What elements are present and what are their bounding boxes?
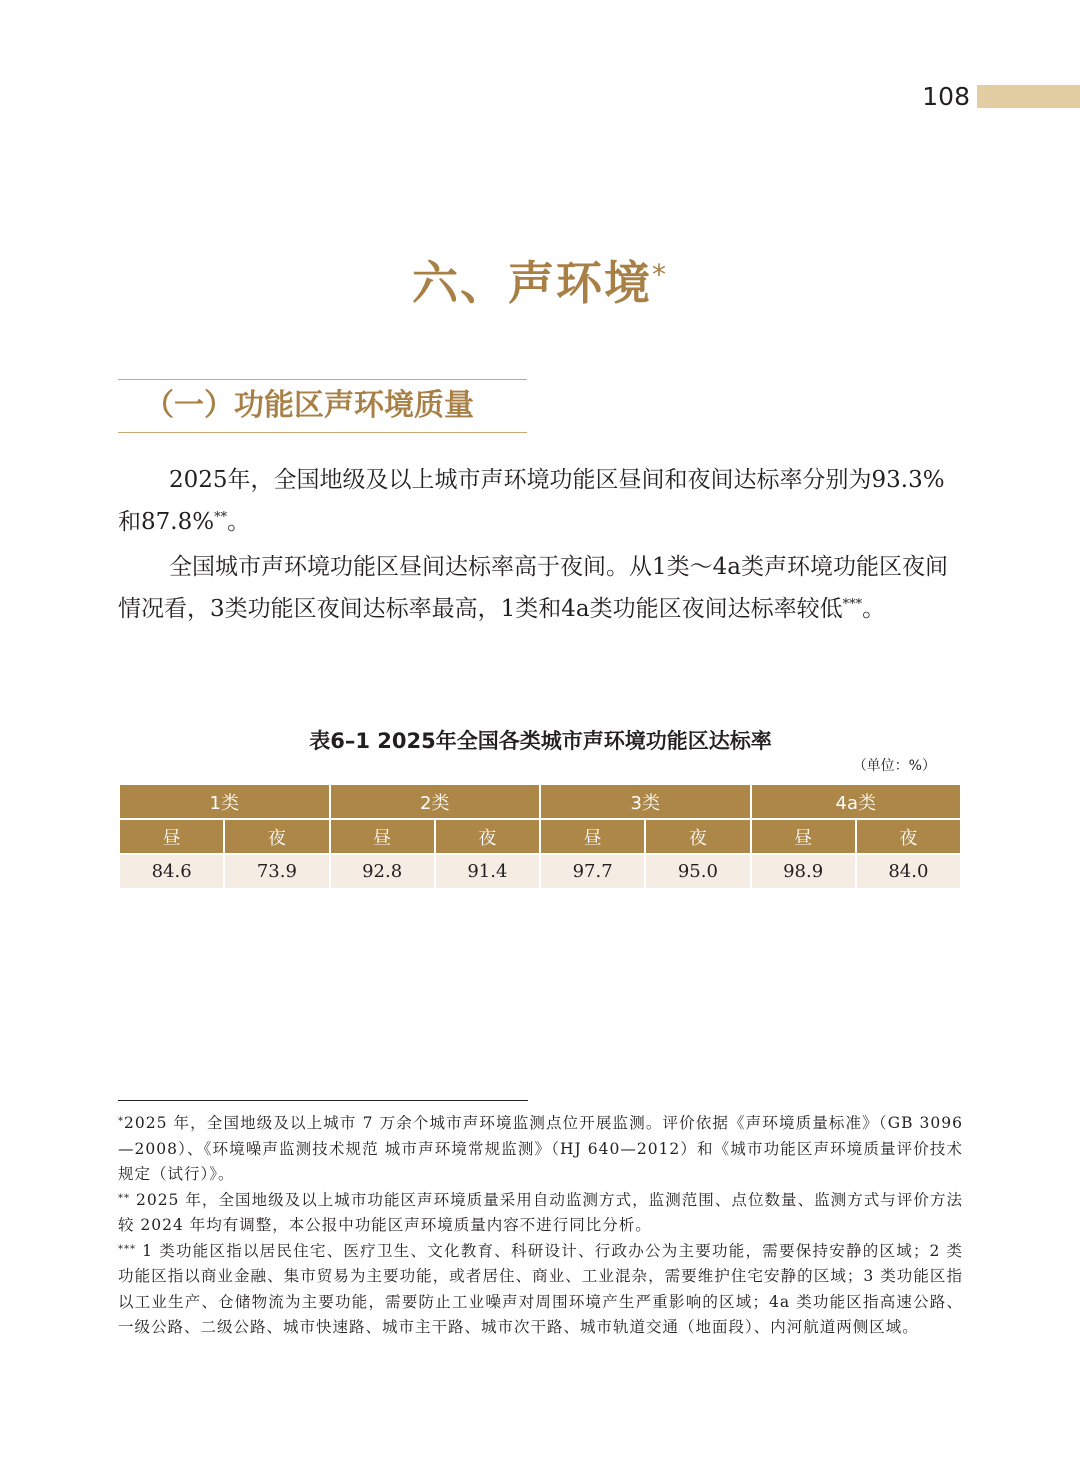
footnote-2-marker: ** <box>118 1192 130 1204</box>
chapter-title <box>0 248 1080 318</box>
footnote-3 <box>118 1239 963 1341</box>
table-group-header: 1类 <box>119 784 330 819</box>
table-cell: 91.4 <box>435 854 540 889</box>
footnote-1-text: 2025 年，全国地级及以上城市 7 万余个城市声环境监测点位开展监测。评价依据《声环境质量标准》（GB 3096—2008）、《环境噪声监测技术规范 城市声环境常规监测》（HJ 640—2012）和《城市功能区声环境质量评价技术规定（试行）》。 <box>118 1114 963 1183</box>
paragraph-1 <box>118 459 963 543</box>
chapter-footnote-marker: * <box>652 258 668 291</box>
page-tab-decoration <box>977 85 1080 108</box>
footnote-3-text: 1 类功能区指以居民住宅、医疗卫生、文化教育、科研设计、行政办公为主要功能，需要保持安静的区域；2 类功能区指以商业金融、集市贸易为主要功能，或者居住、商业、工业混杂，需要维护住宅安静的区域；3 类功能区指以工业生产、仓储物流为主要功能，需要防止工业噪声对周围环境产生严重影响的区域；4a 类功能区指高速公路、一级公路、二级公路、城市快速路、城市主干路、城市次干路、城市轨道交通（地面段）、内河航道两侧区域。 <box>118 1241 963 1336</box>
paragraph-2-text: 全国城市声环境功能区昼间达标率高于夜间。从1类～4a类声环境功能区夜间情况看，3类功能区夜间达标率最高，1类和4a类功能区夜间达标率较低 <box>118 554 948 622</box>
table-cell: 95.0 <box>645 854 750 889</box>
table-group-header: 4a类 <box>751 784 962 819</box>
paragraph-2-marker: *** <box>842 597 863 612</box>
footnote-1 <box>118 1111 963 1188</box>
chapter-title-text: 六、声环境 <box>412 256 652 310</box>
paragraph-1-tail: 。 <box>227 509 251 535</box>
paragraph-2 <box>118 546 963 630</box>
table-group-header: 2类 <box>330 784 541 819</box>
table-subheader-row <box>119 819 961 854</box>
footnote-3-marker: *** <box>118 1243 136 1255</box>
table-subheader: 夜 <box>435 819 540 854</box>
footnote-2-text: 2025 年，全国地级及以上城市功能区声环境质量采用自动监测方式，监测范围、点位数量、监测方式与评价方法较 2024 年均有调整，本公报中功能区声环境质量内容不进行同比分析。 <box>118 1190 963 1234</box>
table-subheader: 昼 <box>330 819 435 854</box>
table-subheader: 昼 <box>119 819 224 854</box>
section-heading-text: （一）功能区声环境质量 <box>144 388 474 423</box>
table-cell: 92.8 <box>330 854 435 889</box>
table-subheader: 夜 <box>224 819 329 854</box>
table-group-header-row <box>119 784 961 819</box>
table-unit: （单位：%） <box>852 758 936 774</box>
table-cell: 98.9 <box>751 854 856 889</box>
table-subheader: 夜 <box>856 819 961 854</box>
footnote-divider <box>118 1100 528 1101</box>
paragraph-2-tail: 。 <box>862 596 886 622</box>
table-row <box>119 854 961 889</box>
table-title: 表6–1 2025年全国各类城市声环境功能区达标率 <box>309 729 772 753</box>
table-cell: 97.7 <box>540 854 645 889</box>
table-cell: 84.6 <box>119 854 224 889</box>
section-heading <box>118 379 527 433</box>
table-group-header: 3类 <box>540 784 751 819</box>
paragraph-1-text: 2025年，全国地级及以上城市声环境功能区昼间和夜间达标率分别为93.3%和87.8% <box>118 467 945 535</box>
footnote-1-marker: * <box>118 1116 124 1127</box>
page-number: 108 <box>922 82 970 111</box>
footnote-2 <box>118 1188 963 1239</box>
table-subheader: 昼 <box>540 819 645 854</box>
footnotes <box>118 1111 963 1341</box>
table-subheader: 昼 <box>751 819 856 854</box>
table-subheader: 夜 <box>645 819 750 854</box>
paragraph-1-marker: ** <box>214 510 228 525</box>
compliance-rate-table <box>118 783 962 890</box>
table-cell: 84.0 <box>856 854 961 889</box>
table-cell: 73.9 <box>224 854 329 889</box>
